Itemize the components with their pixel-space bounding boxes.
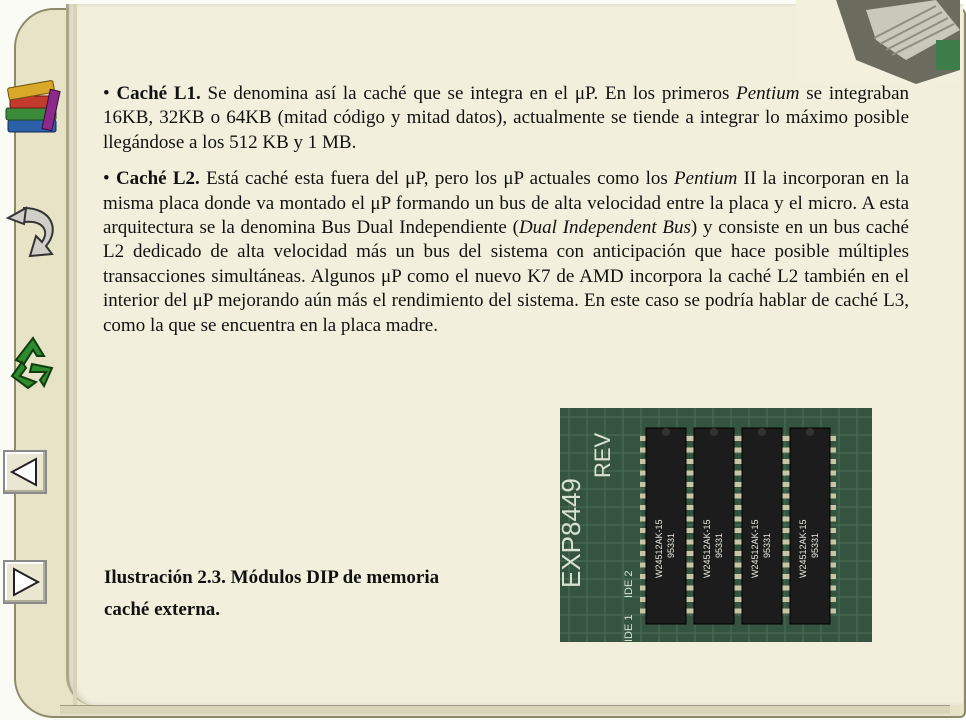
ide-label-1: IDE 1 — [623, 614, 635, 642]
text-fragment: P mejorando aún más el rendimiento del sistema. En este caso se podría hablar de caché L3, como la que se encuentra en la placa madre. — [103, 290, 910, 336]
dip-chip — [640, 428, 692, 624]
text-fragment: P. En los primeros — [585, 83, 737, 104]
text-fragment: P formando un bus de alta velocidad entre la placa y el micro. A esta arquitectura se la denomina Bus Dual Independiente ( — [103, 192, 910, 239]
slide-body — [103, 82, 909, 350]
previous-page-button[interactable] — [3, 450, 47, 494]
mu-symbol: μ — [503, 168, 514, 190]
text-fragment: Está caché esta fuera del — [199, 168, 406, 190]
text-fragment: P actuales como los — [513, 168, 675, 190]
text-pentium: Pentium — [736, 83, 800, 104]
text-pentium: Pentium — [674, 168, 738, 190]
figure-caption — [104, 562, 564, 626]
heading-cache-l2: Caché L2. — [115, 168, 200, 190]
text-fragment: II la incorporan en la misma placa donde va montado el — [103, 168, 910, 214]
text-dual-independent-bus: Dual Independent Bus — [518, 217, 691, 239]
heading-cache-l1: Caché L1. — [116, 83, 201, 104]
bullet: • — [103, 83, 110, 104]
return-arrow-icon[interactable] — [2, 200, 60, 258]
book-page-edge — [60, 705, 950, 714]
mu-symbol: μ — [370, 192, 381, 214]
caption-line-2: caché externa. — [104, 599, 221, 620]
mu-symbol: μ — [381, 265, 392, 287]
chip-label: W24512AK-15 — [654, 519, 664, 578]
previous-page-icon — [8, 455, 42, 489]
recycle-icon[interactable] — [2, 332, 60, 390]
next-page-button[interactable] — [3, 560, 47, 604]
dip-chip — [736, 428, 788, 624]
dip-chip — [784, 428, 836, 624]
chip-code: 95331 — [810, 532, 820, 558]
bullet: • — [103, 168, 110, 190]
chip-label: W24512AK-15 — [702, 519, 712, 578]
dip-chip — [688, 428, 740, 624]
text-fragment: se integraban 16KB, 32KB o 64KB (mitad código y mitad datos), actualmente se tiende a integrar lo máximo posible llegándose a los 512 KB y 1 MB. — [103, 83, 910, 153]
text-fragment: P, pero los — [415, 168, 504, 190]
paragraph-cache-l2 — [103, 167, 909, 338]
mu-symbol: μ — [574, 83, 586, 104]
chip-code: 95331 — [714, 532, 724, 558]
next-page-icon — [8, 565, 42, 599]
caption-line-1: Ilustración 2.3. Módulos DIP de memoria — [104, 567, 440, 588]
ide-label-2: IDE 2 — [623, 570, 635, 598]
books-icon[interactable] — [2, 76, 60, 134]
corner-cpu-photo — [796, 0, 960, 84]
paragraph-cache-l1 — [103, 82, 909, 155]
text-fragment: P como el nuevo K7 de AMD incorpora la caché L2 también en el interior del — [103, 265, 910, 312]
mu-symbol: μ — [192, 290, 203, 312]
board-label: EXP8449 — [556, 478, 586, 588]
text-fragment: ) y consiste en un bus caché L2 dedicado de alta velocidad más un bus del sistema con anticipación que hace posible múltiples transacciones simultáneas. Algunos — [103, 217, 909, 287]
rev-label: REV — [590, 432, 615, 478]
chip-label: W24512AK-15 — [750, 519, 760, 578]
chip-label: W24512AK-15 — [798, 519, 808, 578]
mu-symbol: μ — [405, 168, 416, 190]
dip-cache-modules-photo — [556, 408, 872, 642]
chip-code: 95331 — [762, 532, 772, 558]
text-fragment: Se denomina así la caché que se integra en el — [200, 83, 575, 104]
chip-code: 95331 — [666, 532, 676, 558]
